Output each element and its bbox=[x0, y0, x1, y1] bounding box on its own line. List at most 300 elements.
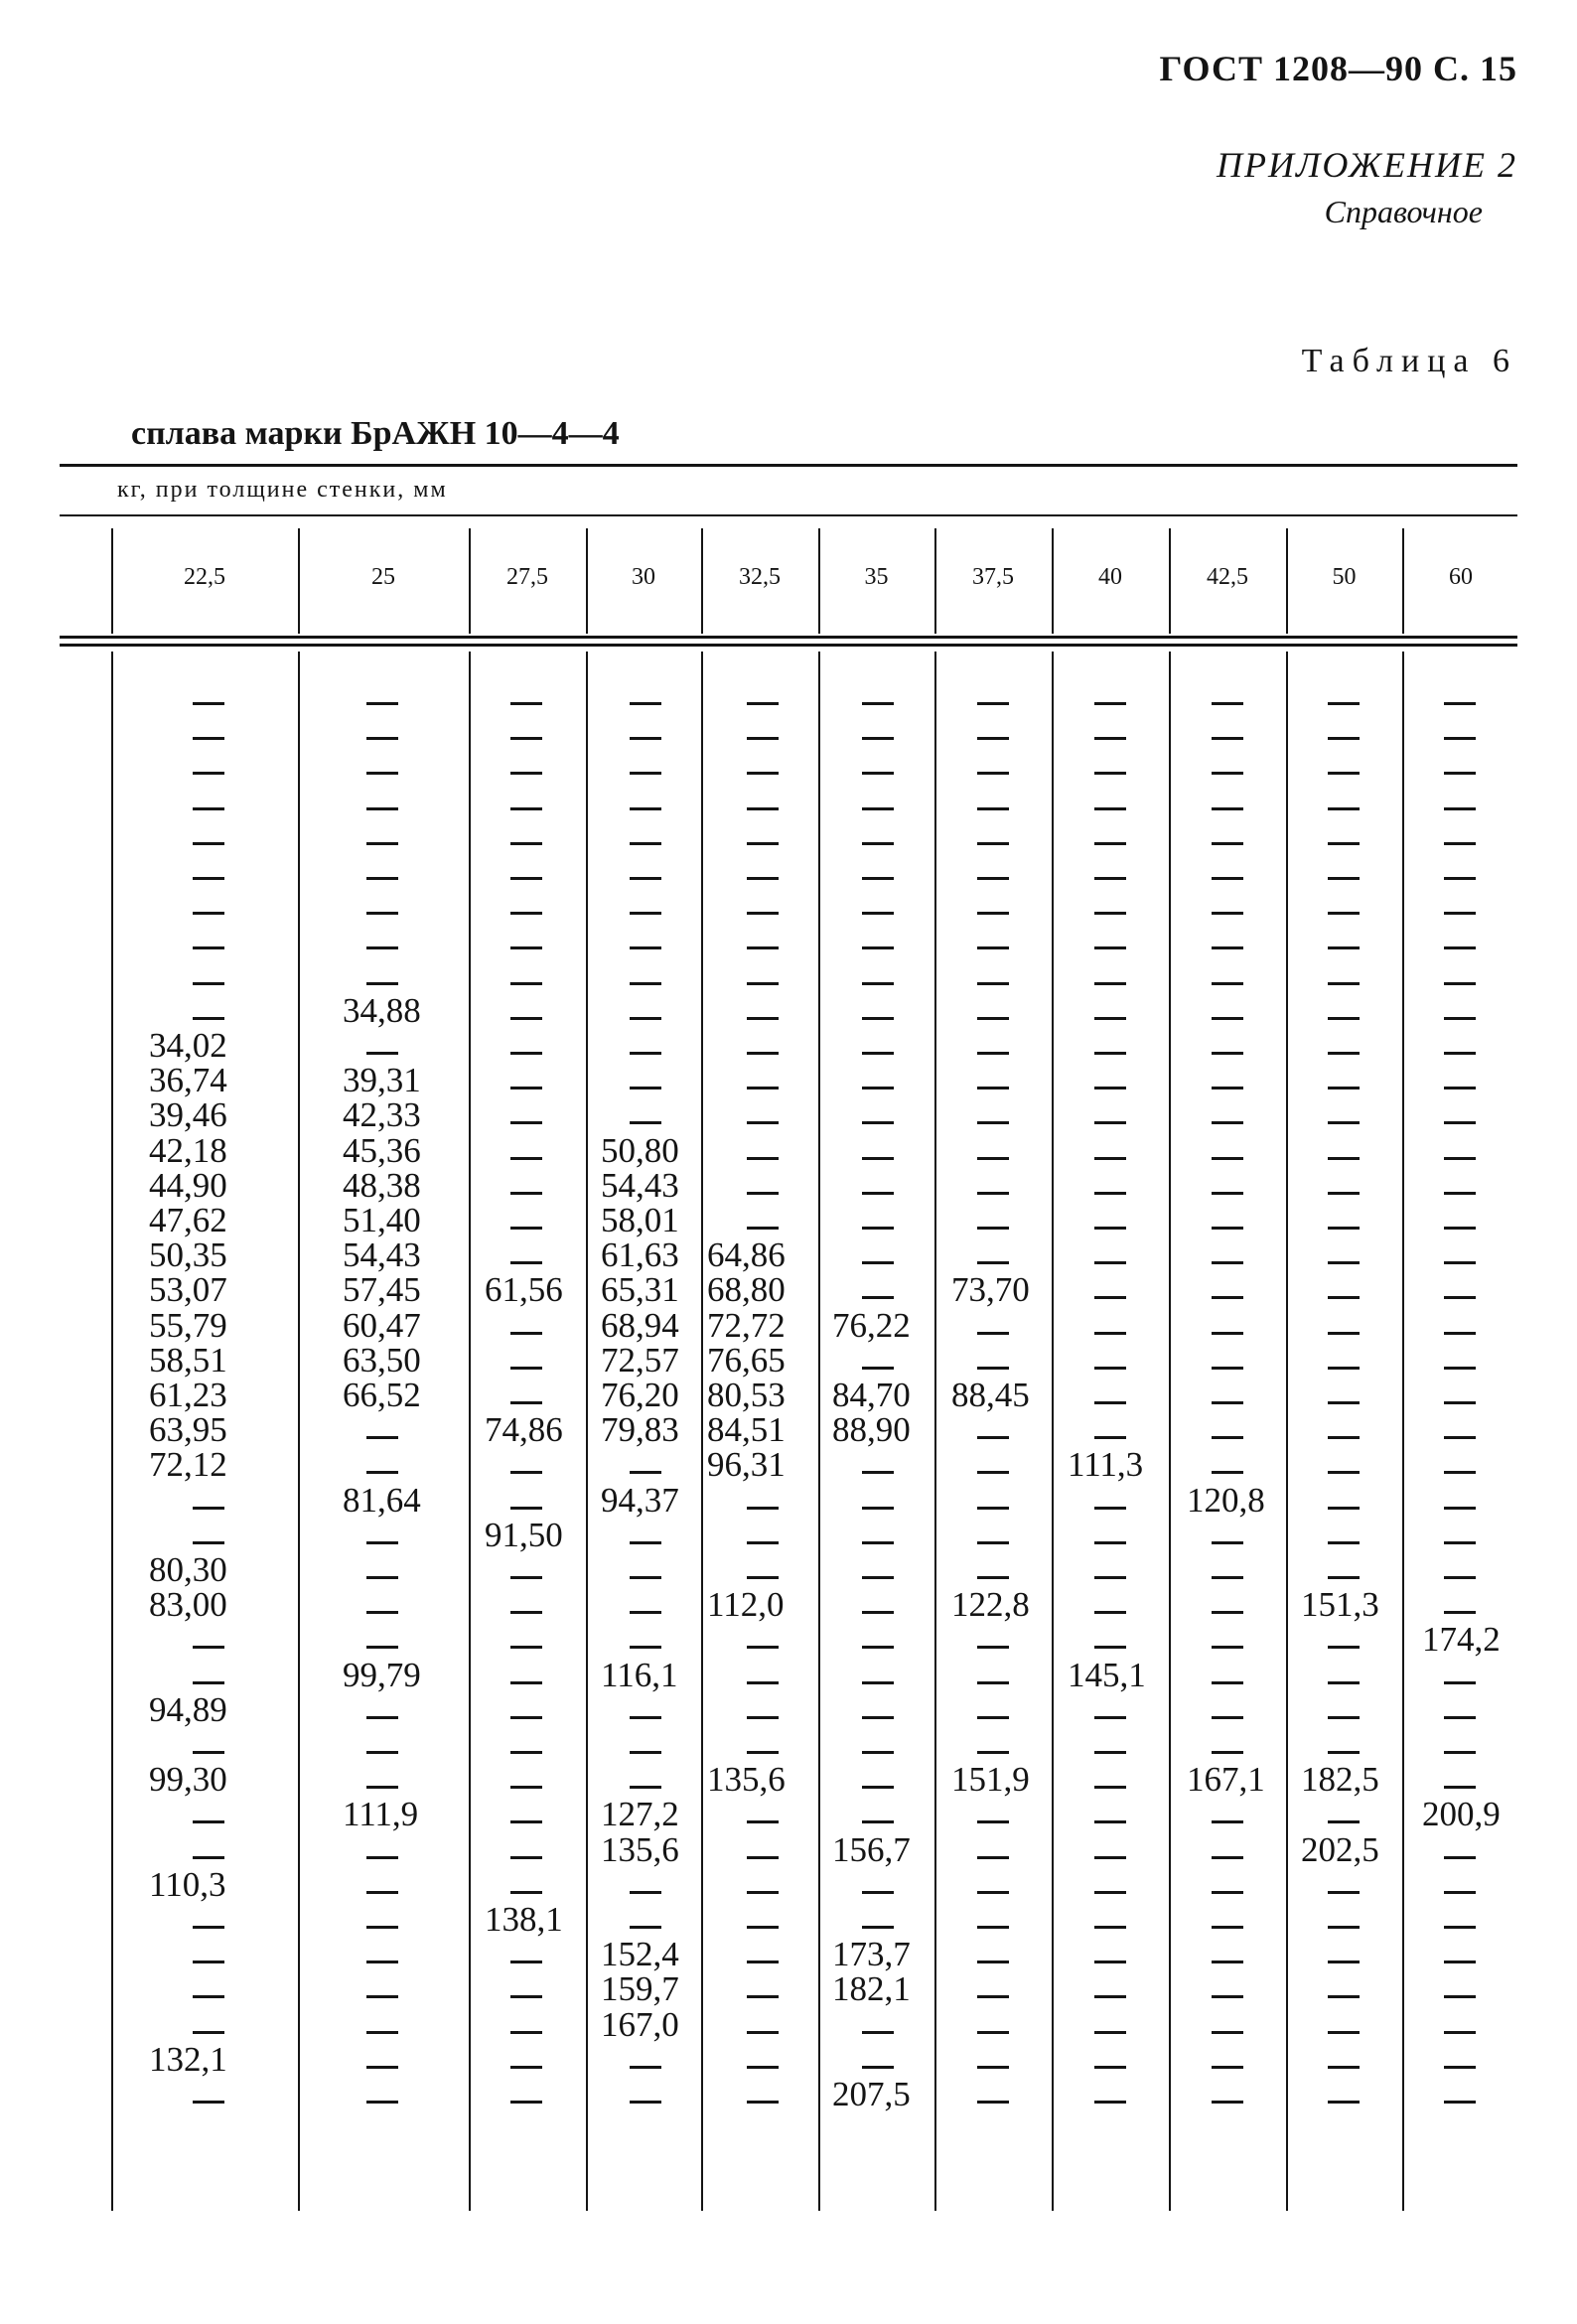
table-cell-dash bbox=[747, 1052, 779, 1055]
table-cell-dash bbox=[747, 737, 779, 740]
table-subtitle: кг, при толщине стенки, мм bbox=[117, 477, 448, 503]
table-cell-dash bbox=[747, 1646, 779, 1649]
table-cell-dash bbox=[510, 1401, 542, 1404]
table-cell-dash bbox=[977, 1820, 1009, 1823]
table-caption: сплава марки БрАЖН 10—4—4 bbox=[131, 415, 620, 452]
table-cell-dash bbox=[747, 1017, 779, 1020]
table-cell-dash bbox=[1328, 982, 1360, 985]
table-cell-dash bbox=[977, 1507, 1009, 1510]
table-cell-dash bbox=[977, 1087, 1009, 1089]
table-cell-dash bbox=[1212, 2031, 1243, 2034]
table-cell: 54,43 bbox=[343, 1235, 421, 1275]
table-cell-dash bbox=[1328, 807, 1360, 810]
table-cell: 202,5 bbox=[1301, 1829, 1379, 1869]
table-cell: 58,51 bbox=[149, 1340, 227, 1380]
table-cell-dash bbox=[977, 1436, 1009, 1439]
table-cell-dash bbox=[747, 1157, 779, 1160]
table-cell-dash bbox=[366, 702, 398, 705]
table-cell-dash bbox=[1328, 2101, 1360, 2104]
table-cell-dash bbox=[1212, 772, 1243, 775]
table-cell-dash bbox=[366, 877, 398, 880]
table-cell-dash bbox=[630, 1541, 661, 1544]
table-cell-dash bbox=[747, 1121, 779, 1124]
table-cell-dash bbox=[977, 1891, 1009, 1894]
table-cell-dash bbox=[1328, 1891, 1360, 1894]
table-cell-dash bbox=[1094, 1786, 1126, 1789]
table-cell-dash bbox=[510, 1192, 542, 1195]
table-cell-dash bbox=[862, 1227, 894, 1230]
table-cell: 72,72 bbox=[707, 1305, 786, 1345]
table-cell-dash bbox=[1444, 1507, 1476, 1510]
table-cell-dash bbox=[1212, 1995, 1243, 1998]
table-cell-dash bbox=[977, 912, 1009, 915]
table-cell-dash bbox=[1094, 1332, 1126, 1335]
table-cell-dash bbox=[1094, 772, 1126, 775]
table-cell: 145,1 bbox=[1068, 1655, 1146, 1694]
table-cell-dash bbox=[977, 1227, 1009, 1230]
table-cell-dash bbox=[747, 1751, 779, 1754]
table-cell-dash bbox=[1094, 1961, 1126, 1963]
table-cell-dash bbox=[510, 1087, 542, 1089]
table-cell-dash bbox=[1094, 1157, 1126, 1160]
table-cell-dash bbox=[747, 772, 779, 775]
table-cell: 63,95 bbox=[149, 1410, 227, 1450]
table-cell-dash bbox=[1444, 1926, 1476, 1929]
table-cell-dash bbox=[1328, 1017, 1360, 1020]
table-cell-dash bbox=[1328, 1541, 1360, 1544]
table-cell: 111,9 bbox=[343, 1795, 419, 1834]
table-cell: 55,79 bbox=[149, 1305, 227, 1345]
table-cell-dash bbox=[366, 1576, 398, 1579]
table-cell-dash bbox=[977, 1192, 1009, 1195]
table-cell-dash bbox=[1212, 1296, 1243, 1299]
table-cell-dash bbox=[1444, 2066, 1476, 2069]
table-cell-dash bbox=[1328, 1646, 1360, 1649]
table-cell-dash bbox=[1094, 1087, 1126, 1089]
table-cell-dash bbox=[510, 1681, 542, 1684]
table-cell-dash bbox=[1444, 1471, 1476, 1474]
table-cell-dash bbox=[630, 1052, 661, 1055]
table-cell-dash bbox=[1094, 1995, 1126, 1998]
table-cell-dash bbox=[1444, 1541, 1476, 1544]
table-cell-dash bbox=[1328, 1507, 1360, 1510]
table-cell-dash bbox=[1444, 2031, 1476, 2034]
table-cell-dash bbox=[510, 702, 542, 705]
table-cell-dash bbox=[510, 1367, 542, 1370]
table-cell-dash bbox=[747, 1087, 779, 1089]
table-cell-dash bbox=[510, 1261, 542, 1264]
table-cell-dash bbox=[1212, 1052, 1243, 1055]
table-cell: 50,80 bbox=[601, 1130, 679, 1170]
table-cell-dash bbox=[1212, 1332, 1243, 1335]
table-cell-dash bbox=[366, 1052, 398, 1055]
table-cell: 84,70 bbox=[832, 1376, 911, 1414]
table-cell: 94,89 bbox=[149, 1689, 227, 1729]
table-cell-dash bbox=[977, 2031, 1009, 2034]
table-cell-dash bbox=[977, 1052, 1009, 1055]
table-cell-dash bbox=[1444, 1611, 1476, 1614]
table-cell-dash bbox=[630, 1891, 661, 1894]
table-cell-dash bbox=[193, 1820, 224, 1823]
table-cell: 34,88 bbox=[343, 990, 421, 1030]
table-cell-dash bbox=[366, 1541, 398, 1544]
table-cell-dash bbox=[1212, 982, 1243, 985]
table-cell-dash bbox=[977, 1681, 1009, 1684]
table-cell: 207,5 bbox=[832, 2075, 911, 2113]
table-cell: 68,94 bbox=[601, 1305, 679, 1345]
table-cell-dash bbox=[1094, 1646, 1126, 1649]
table-cell-dash bbox=[862, 737, 894, 740]
table-cell-dash bbox=[1444, 1052, 1476, 1055]
table-cell: 174,2 bbox=[1422, 1620, 1501, 1660]
column-header: 40 bbox=[1098, 564, 1122, 590]
table-cell-dash bbox=[747, 946, 779, 949]
table-cell: 74,86 bbox=[485, 1410, 563, 1450]
table-cell: 94,37 bbox=[601, 1480, 679, 1520]
table-cell: 135,6 bbox=[601, 1829, 679, 1869]
top-rule bbox=[60, 464, 1517, 467]
table-cell-dash bbox=[366, 1856, 398, 1859]
table-cell-dash bbox=[747, 2031, 779, 2034]
table-cell-dash bbox=[862, 1157, 894, 1160]
table-cell-dash bbox=[1444, 946, 1476, 949]
table-cell-dash bbox=[366, 1611, 398, 1614]
table-cell-dash bbox=[1328, 1751, 1360, 1754]
table-cell-dash bbox=[1094, 946, 1126, 949]
table-cell-dash bbox=[1094, 1227, 1126, 1230]
table-cell-dash bbox=[366, 1786, 398, 1789]
table-cell-dash bbox=[193, 1681, 224, 1684]
table-cell-dash bbox=[977, 702, 1009, 705]
table-cell-dash bbox=[747, 877, 779, 880]
table-cell: 42,18 bbox=[149, 1130, 227, 1170]
table-cell-dash bbox=[1328, 702, 1360, 705]
table-cell-dash bbox=[510, 982, 542, 985]
table-cell-dash bbox=[630, 842, 661, 845]
table-cell-dash bbox=[1444, 737, 1476, 740]
table-cell-dash bbox=[193, 1541, 224, 1544]
table-cell-dash bbox=[1444, 1786, 1476, 1789]
table-cell-dash bbox=[193, 737, 224, 740]
table-cell-dash bbox=[1212, 1087, 1243, 1089]
column-header: 42,5 bbox=[1207, 564, 1248, 590]
table-cell-dash bbox=[977, 1751, 1009, 1754]
table-cell-dash bbox=[747, 1995, 779, 1998]
table-cell-dash bbox=[1444, 842, 1476, 845]
table-cell-dash bbox=[862, 1192, 894, 1195]
table-cell-dash bbox=[747, 807, 779, 810]
column-header: 22,5 bbox=[184, 564, 225, 590]
table-cell-dash bbox=[1094, 2101, 1126, 2104]
table-cell: 68,80 bbox=[707, 1270, 786, 1310]
table-cell-dash bbox=[862, 1716, 894, 1719]
table-cell-dash bbox=[977, 1856, 1009, 1859]
table-cell-dash bbox=[1444, 1227, 1476, 1230]
table-cell-dash bbox=[977, 1017, 1009, 1020]
header-bottom-rule-1 bbox=[60, 636, 1517, 639]
table-cell-dash bbox=[630, 946, 661, 949]
table-cell-dash bbox=[630, 1087, 661, 1089]
table-cell-dash bbox=[1328, 1995, 1360, 1998]
table-cell-dash bbox=[1212, 1611, 1243, 1614]
table-cell-dash bbox=[630, 737, 661, 740]
table-cell-dash bbox=[630, 1611, 661, 1614]
table-cell-dash bbox=[193, 1995, 224, 1998]
table-cell-dash bbox=[862, 946, 894, 949]
table-cell-dash bbox=[510, 2066, 542, 2069]
table-cell-dash bbox=[1094, 1611, 1126, 1614]
table-cell-dash bbox=[862, 2031, 894, 2034]
table-cell-dash bbox=[977, 1716, 1009, 1719]
table-cell-dash bbox=[747, 1820, 779, 1823]
table-cell-dash bbox=[747, 2066, 779, 2069]
table-cell: 34,02 bbox=[149, 1026, 227, 1065]
table-cell-dash bbox=[1094, 1926, 1126, 1929]
table-cell-dash bbox=[1212, 1436, 1243, 1439]
column-header: 30 bbox=[632, 564, 655, 590]
table-cell-dash bbox=[977, 2101, 1009, 2104]
table-cell-dash bbox=[862, 772, 894, 775]
table-cell-dash bbox=[1328, 1367, 1360, 1370]
table-cell-dash bbox=[510, 1576, 542, 1579]
table-cell-dash bbox=[977, 1332, 1009, 1335]
table-cell-dash bbox=[862, 1541, 894, 1544]
table-cell-dash bbox=[510, 737, 542, 740]
column-header: 37,5 bbox=[972, 564, 1014, 590]
table-cell-dash bbox=[1444, 1121, 1476, 1124]
table-cell-dash bbox=[510, 1891, 542, 1894]
table-cell-dash bbox=[630, 912, 661, 915]
table-cell: 54,43 bbox=[601, 1165, 679, 1205]
body-column-divider bbox=[1052, 652, 1054, 2211]
table-cell-dash bbox=[510, 1716, 542, 1719]
table-cell-dash bbox=[1328, 1576, 1360, 1579]
table-cell-dash bbox=[1094, 807, 1126, 810]
table-cell-dash bbox=[862, 1087, 894, 1089]
table-cell-dash bbox=[1094, 2066, 1126, 2069]
table-cell-dash bbox=[1212, 1017, 1243, 1020]
table-cell: 76,22 bbox=[832, 1305, 911, 1345]
table-cell-dash bbox=[193, 1646, 224, 1649]
table-cell-dash bbox=[1212, 1961, 1243, 1963]
table-cell-dash bbox=[977, 2066, 1009, 2069]
table-cell: 58,01 bbox=[601, 1201, 679, 1239]
table-cell-dash bbox=[862, 2066, 894, 2069]
table-cell-dash bbox=[630, 1751, 661, 1754]
table-cell-dash bbox=[366, 1436, 398, 1439]
body-column-divider bbox=[818, 652, 820, 2211]
table-cell-dash bbox=[193, 1751, 224, 1754]
table-cell-dash bbox=[1328, 1471, 1360, 1474]
table-cell: 76,65 bbox=[707, 1340, 786, 1380]
table-cell-dash bbox=[977, 946, 1009, 949]
table-cell-dash bbox=[510, 1332, 542, 1335]
table-cell-dash bbox=[193, 877, 224, 880]
table-cell-dash bbox=[1094, 1192, 1126, 1195]
table-cell-dash bbox=[630, 982, 661, 985]
table-cell-dash bbox=[510, 1856, 542, 1859]
table-cell: 152,4 bbox=[601, 1935, 679, 1974]
table-cell-dash bbox=[1094, 877, 1126, 880]
table-cell-dash bbox=[366, 912, 398, 915]
table-cell-dash bbox=[977, 842, 1009, 845]
table-cell-dash bbox=[1094, 982, 1126, 985]
table-cell-dash bbox=[510, 1786, 542, 1789]
table-cell-dash bbox=[747, 1856, 779, 1859]
table-cell-dash bbox=[1328, 842, 1360, 845]
table-cell-dash bbox=[747, 1541, 779, 1544]
table-cell: 60,47 bbox=[343, 1305, 421, 1345]
body-column-divider bbox=[1402, 652, 1404, 2211]
table-cell: 182,1 bbox=[832, 1969, 911, 2009]
table-cell-dash bbox=[1212, 1926, 1243, 1929]
table-cell: 84,51 bbox=[707, 1410, 786, 1450]
table-cell-dash bbox=[510, 1017, 542, 1020]
table-cell-dash bbox=[510, 772, 542, 775]
table-cell-dash bbox=[1212, 1681, 1243, 1684]
table-cell-dash bbox=[366, 1926, 398, 1929]
table-cell-dash bbox=[193, 1926, 224, 1929]
table-cell-dash bbox=[862, 912, 894, 915]
table-cell: 51,40 bbox=[343, 1201, 421, 1239]
table-cell-dash bbox=[193, 807, 224, 810]
table-cell-dash bbox=[1328, 1961, 1360, 1963]
table-cell-dash bbox=[747, 702, 779, 705]
table-cell-dash bbox=[747, 1926, 779, 1929]
table-cell: 48,38 bbox=[343, 1165, 421, 1205]
table-cell-dash bbox=[366, 807, 398, 810]
table-cell-dash bbox=[977, 1367, 1009, 1370]
table-cell-dash bbox=[862, 877, 894, 880]
table-cell-dash bbox=[1444, 1995, 1476, 1998]
table-cell-dash bbox=[1444, 1436, 1476, 1439]
table-cell-dash bbox=[862, 1820, 894, 1823]
table-cell-dash bbox=[193, 842, 224, 845]
table-cell-dash bbox=[630, 1716, 661, 1719]
table-cell: 132,1 bbox=[149, 2039, 227, 2079]
body-column-divider bbox=[586, 652, 588, 2211]
table-cell: 127,2 bbox=[601, 1795, 679, 1834]
table-cell-dash bbox=[1212, 1856, 1243, 1859]
table-cell: 76,20 bbox=[601, 1376, 679, 1414]
table-cell: 72,57 bbox=[601, 1340, 679, 1380]
table-cell-dash bbox=[862, 1576, 894, 1579]
table-cell-dash bbox=[1444, 1087, 1476, 1089]
header-bottom-rule-2 bbox=[60, 644, 1517, 647]
table-cell-dash bbox=[862, 1681, 894, 1684]
table-cell-dash bbox=[977, 737, 1009, 740]
table-cell-dash bbox=[747, 1961, 779, 1963]
table-cell-dash bbox=[366, 1751, 398, 1754]
table-cell-dash bbox=[1094, 1507, 1126, 1510]
table-cell-dash bbox=[1328, 1926, 1360, 1929]
table-cell-dash bbox=[862, 1017, 894, 1020]
table-cell-dash bbox=[862, 807, 894, 810]
table-cell-dash bbox=[1094, 737, 1126, 740]
table-cell-dash bbox=[510, 1157, 542, 1160]
table-cell-dash bbox=[1212, 1576, 1243, 1579]
table-cell-dash bbox=[977, 877, 1009, 880]
table-cell-dash bbox=[862, 1646, 894, 1649]
body-column-divider bbox=[934, 652, 936, 2211]
table-cell: 91,50 bbox=[485, 1515, 563, 1554]
table-cell-dash bbox=[1094, 1820, 1126, 1823]
table-cell-dash bbox=[1094, 1017, 1126, 1020]
table-cell-dash bbox=[1328, 1121, 1360, 1124]
table-cell-dash bbox=[1212, 1261, 1243, 1264]
table-cell-dash bbox=[1328, 2066, 1360, 2069]
table-cell-dash bbox=[977, 1995, 1009, 1998]
table-cell-dash bbox=[862, 1926, 894, 1929]
table-cell-dash bbox=[1444, 702, 1476, 705]
column-header: 35 bbox=[864, 564, 889, 590]
table-cell-dash bbox=[1328, 1820, 1360, 1823]
table-cell-dash bbox=[1212, 1820, 1243, 1823]
table-cell-dash bbox=[366, 1646, 398, 1649]
table-cell-dash bbox=[977, 1961, 1009, 1963]
table-cell: 116,1 bbox=[601, 1655, 678, 1694]
table-cell-dash bbox=[1094, 1052, 1126, 1055]
table-cell-dash bbox=[630, 1121, 661, 1124]
table-cell-dash bbox=[1094, 1716, 1126, 1719]
table-cell-dash bbox=[630, 1471, 661, 1474]
table-cell-dash bbox=[630, 1017, 661, 1020]
table-cell: 63,50 bbox=[343, 1340, 421, 1380]
table-cell: 200,9 bbox=[1422, 1795, 1501, 1834]
table-cell-dash bbox=[977, 1121, 1009, 1124]
body-column-divider bbox=[111, 652, 113, 2211]
table-cell-dash bbox=[366, 842, 398, 845]
table-cell: 47,62 bbox=[149, 1201, 227, 1239]
table-cell-dash bbox=[862, 842, 894, 845]
table-cell-dash bbox=[1444, 1332, 1476, 1335]
table-cell: 111,3 bbox=[1068, 1445, 1144, 1485]
table-cell-dash bbox=[977, 1541, 1009, 1544]
column-header: 27,5 bbox=[506, 564, 548, 590]
table-cell: 120,8 bbox=[1187, 1480, 1265, 1520]
table-cell-dash bbox=[1212, 1227, 1243, 1230]
table-cell-dash bbox=[366, 1961, 398, 1963]
table-cell-dash bbox=[1094, 1891, 1126, 1894]
table-cell-dash bbox=[1328, 2031, 1360, 2034]
table-cell-dash bbox=[747, 1227, 779, 1230]
table-cell-dash bbox=[1444, 807, 1476, 810]
table-cell-dash bbox=[193, 2031, 224, 2034]
table-cell-dash bbox=[510, 1471, 542, 1474]
table-cell-dash bbox=[1444, 1367, 1476, 1370]
table-cell-dash bbox=[1444, 912, 1476, 915]
table-cell-dash bbox=[1444, 1891, 1476, 1894]
table-cell-dash bbox=[1444, 2101, 1476, 2104]
table-cell-dash bbox=[1328, 1052, 1360, 1055]
table-cell-dash bbox=[366, 1891, 398, 1894]
column-header: 50 bbox=[1332, 564, 1357, 590]
table-cell: 167,0 bbox=[601, 2004, 679, 2044]
table-cell-dash bbox=[1328, 1681, 1360, 1684]
table-cell: 99,30 bbox=[149, 1760, 227, 1800]
table-cell-dash bbox=[862, 1891, 894, 1894]
table-cell: 159,7 bbox=[601, 1969, 679, 2009]
table-cell: 81,64 bbox=[343, 1480, 421, 1520]
table-cell-dash bbox=[862, 1786, 894, 1789]
table-cell-dash bbox=[1094, 1856, 1126, 1859]
table-cell-dash bbox=[1328, 1401, 1360, 1404]
table-cell-dash bbox=[1094, 842, 1126, 845]
table-cell-dash bbox=[1212, 946, 1243, 949]
table-cell-dash bbox=[510, 1227, 542, 1230]
table-cell: 39,46 bbox=[149, 1095, 227, 1135]
table-cell-dash bbox=[366, 946, 398, 949]
